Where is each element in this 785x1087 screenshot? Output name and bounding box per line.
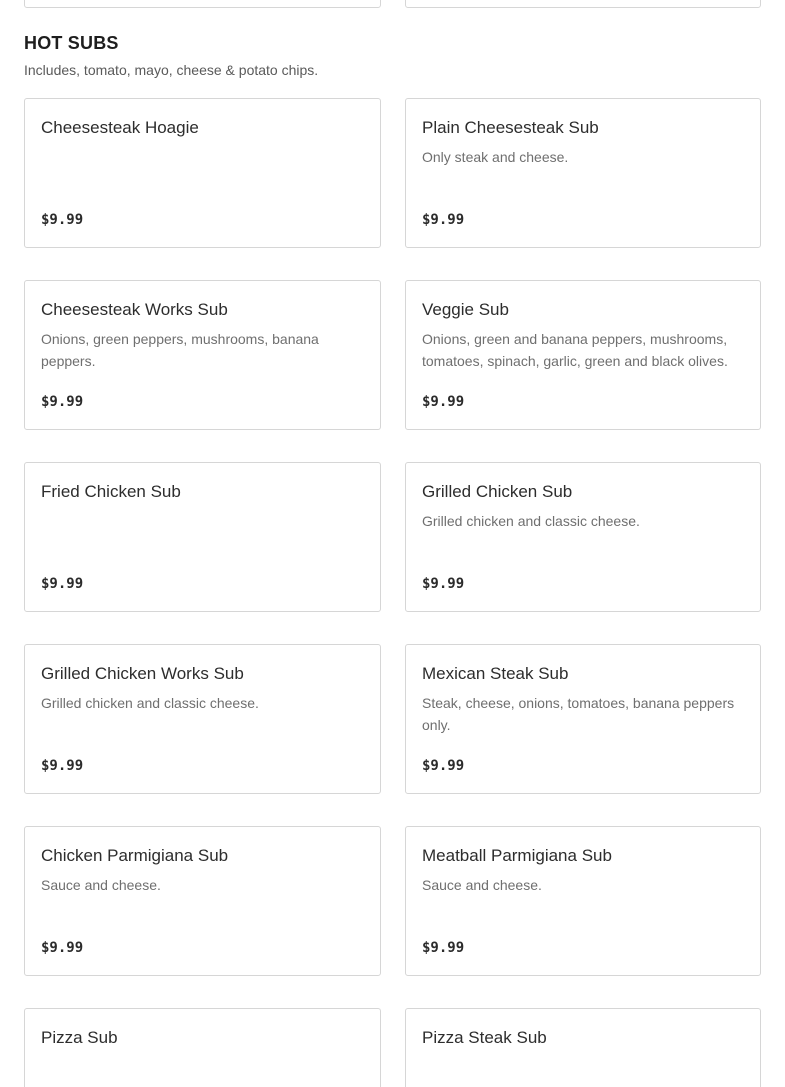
menu-item-card[interactable] [24,98,381,248]
previous-menu-item-card[interactable] [24,0,381,8]
menu-item-description: Only steak and cheese. [422,149,569,165]
menu-item-name: Veggie Sub [422,300,509,319]
menu-item-card[interactable] [24,462,381,612]
section-title: HOT SUBS [24,33,119,53]
menu-item-description: Sauce and cheese. [41,877,161,893]
menu-item-price: $9.99 [41,758,84,774]
menu-item-card[interactable] [405,826,761,976]
menu-item-description: Grilled chicken and classic cheese. [422,513,640,529]
menu-item-description: Sauce and cheese. [422,877,542,893]
menu-item-card[interactable] [405,1008,761,1087]
menu-item-price: $9.99 [41,940,84,956]
menu-item-description: Steak, cheese, onions, tomatoes, banana peppers only. [422,695,735,733]
menu-item-card[interactable] [405,98,761,248]
menu-item-name: Mexican Steak Sub [422,664,569,683]
menu-item-description: Onions, green peppers, mushrooms, banana peppers. [41,331,319,369]
menu-item-name: Meatball Parmigiana Sub [422,846,612,865]
menu-item-card[interactable] [24,644,381,794]
menu-item-description: Onions, green and banana peppers, mushrooms, tomatoes, spinach, garlic, green and black olives. [422,331,728,369]
menu-item-price: $9.99 [422,758,465,774]
previous-menu-item-card[interactable] [405,0,761,8]
menu-item-card[interactable] [24,1008,381,1087]
menu-item-name: Fried Chicken Sub [41,482,181,501]
menu-item-card[interactable] [405,462,761,612]
menu-item-name: Grilled Chicken Works Sub [41,664,244,683]
menu-item-price: $9.99 [41,576,84,592]
menu-item-card[interactable] [405,280,761,430]
menu-item-description: Grilled chicken and classic cheese. [41,695,259,711]
menu-item-name: Pizza Sub [41,1028,118,1047]
menu-item-price: $9.99 [422,394,465,410]
menu-item-card[interactable] [405,644,761,794]
menu-item-card[interactable] [24,826,381,976]
menu-item-price: $9.99 [422,940,465,956]
menu-item-name: Grilled Chicken Sub [422,482,573,501]
menu-item-card[interactable] [24,280,381,430]
section-subtitle: Includes, tomato, mayo, cheese & potato chips. [24,62,319,78]
menu-item-name: Cheesesteak Hoagie [41,118,199,137]
menu-item-name: Pizza Steak Sub [422,1028,547,1047]
menu-item-price: $9.99 [422,576,465,592]
menu-item-name: Cheesesteak Works Sub [41,300,228,319]
menu-item-price: $9.99 [422,212,465,228]
menu-item-name: Plain Cheesesteak Sub [422,118,599,137]
menu-item-price: $9.99 [41,212,84,228]
menu-item-price: $9.99 [41,394,84,410]
menu-item-name: Chicken Parmigiana Sub [41,846,229,865]
